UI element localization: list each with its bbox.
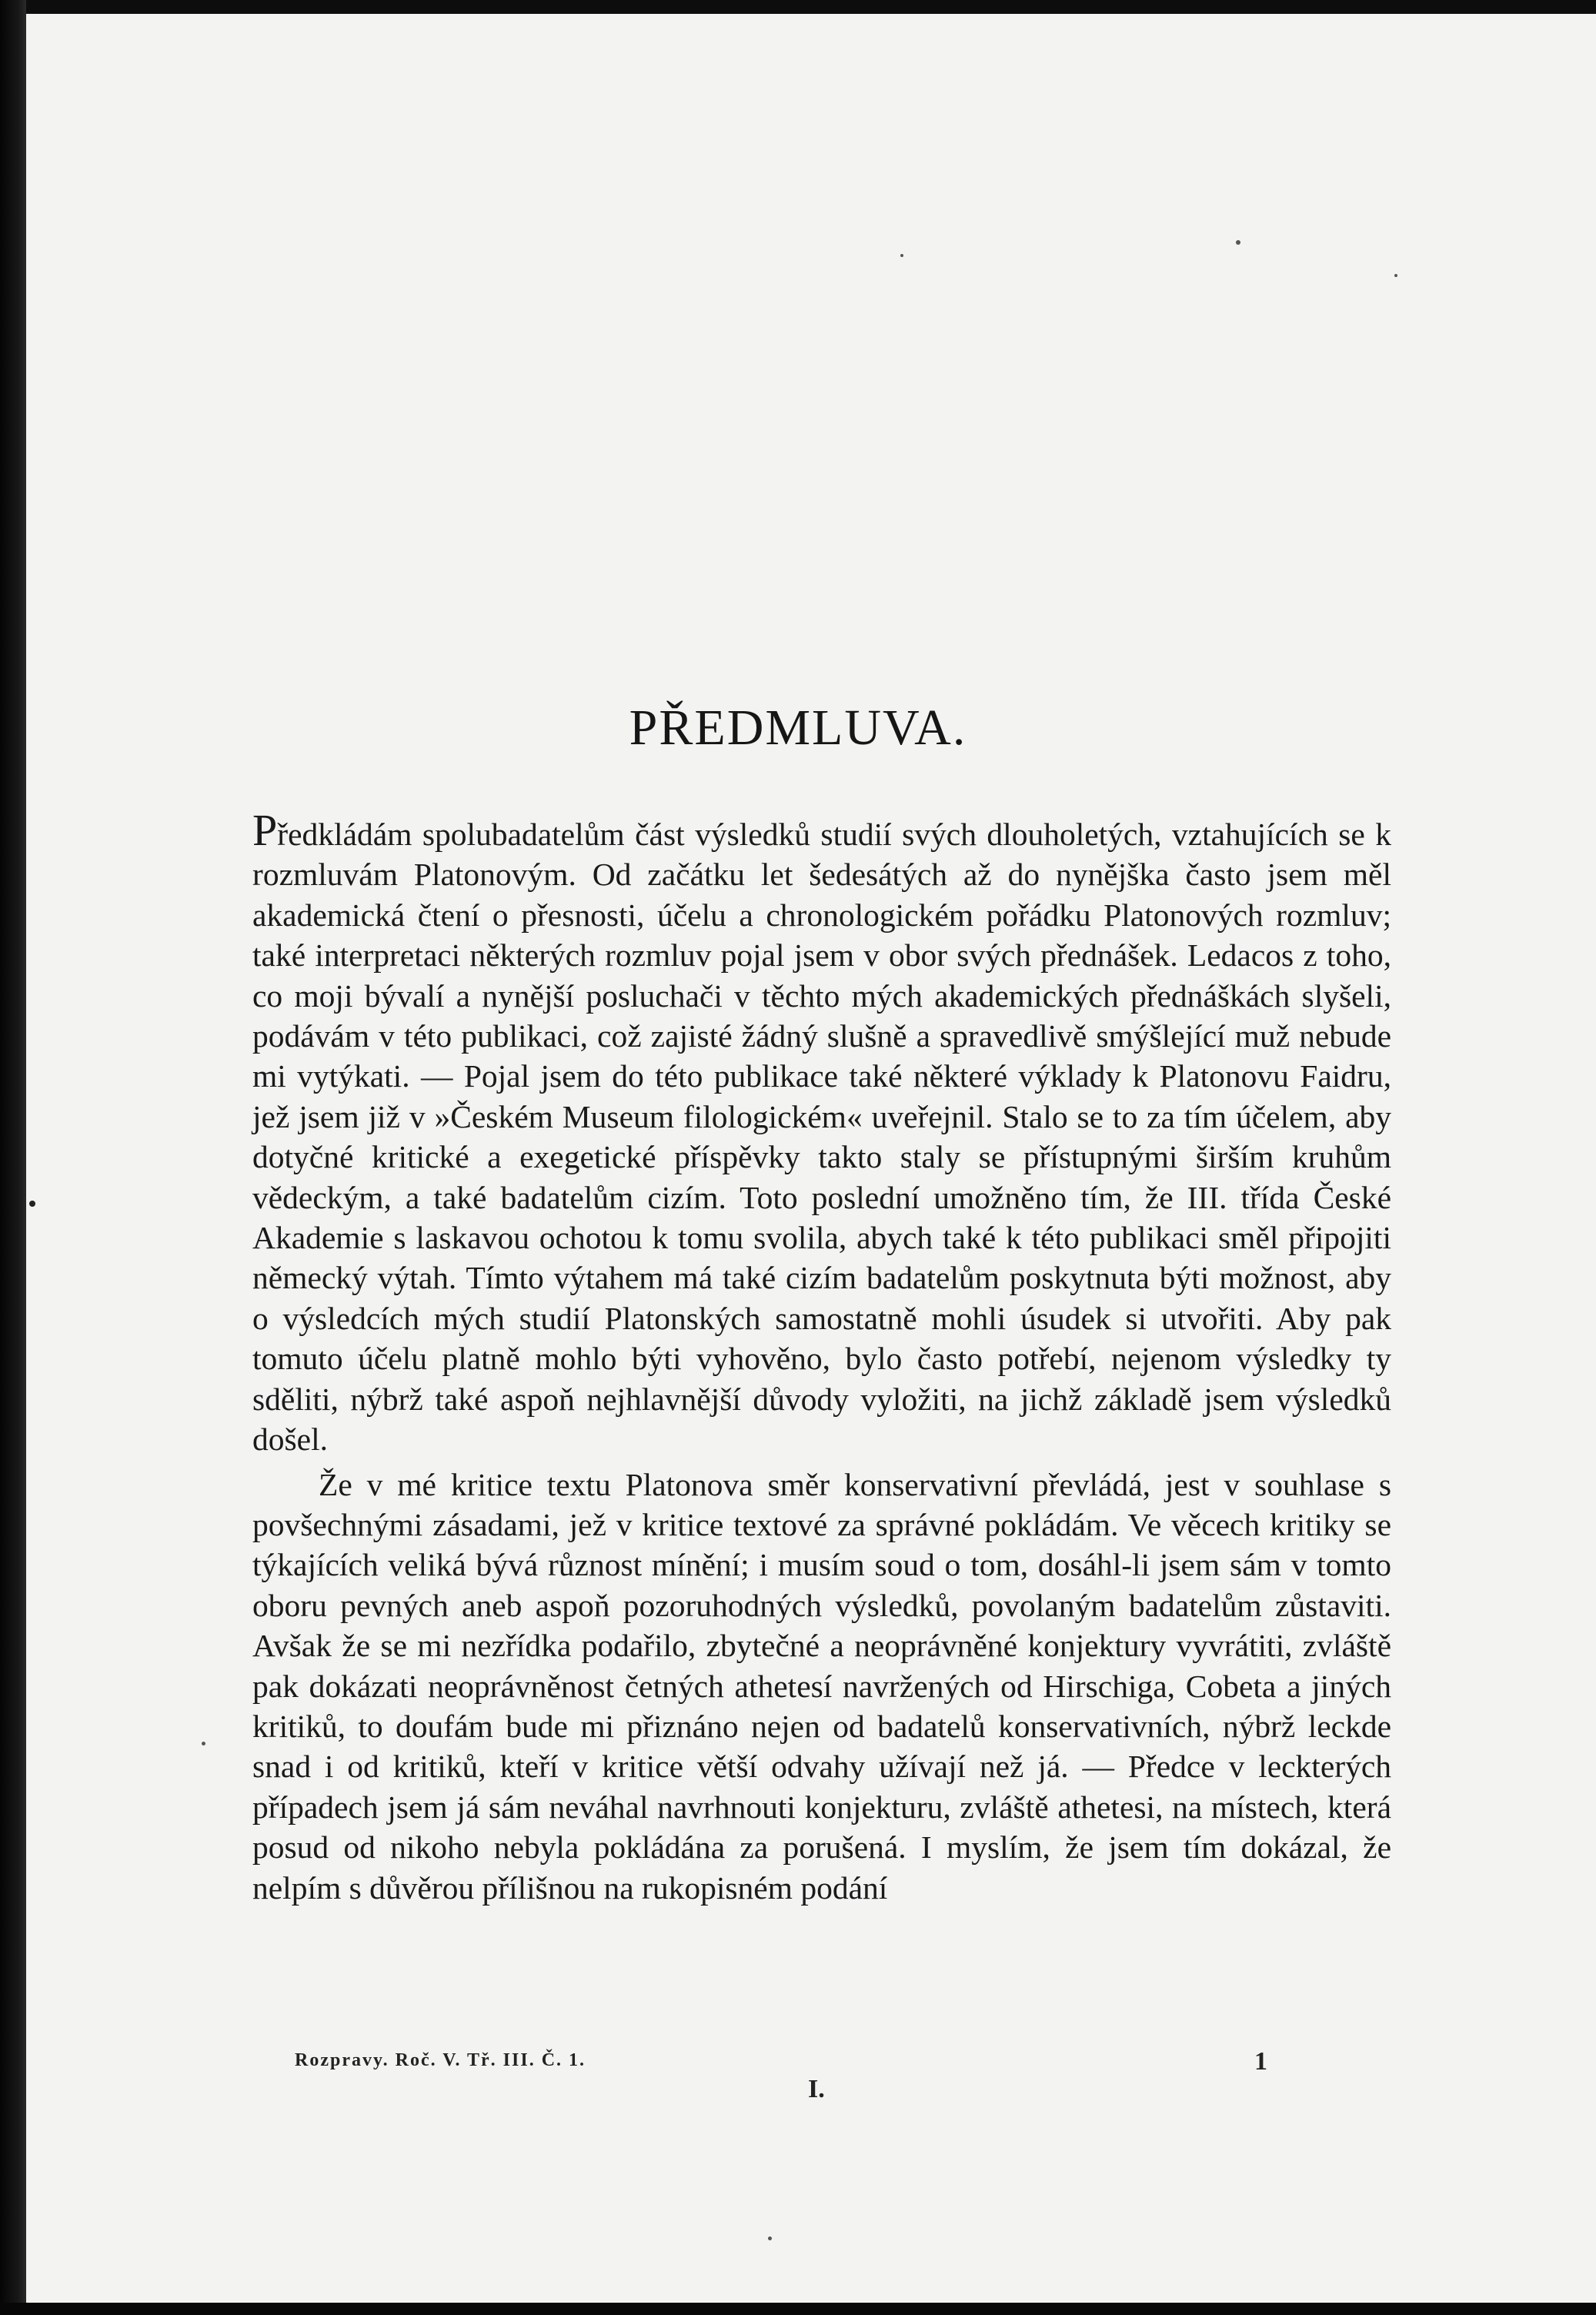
paper-speck — [768, 2236, 772, 2240]
sheet-signature: 1 — [1254, 2047, 1267, 2076]
scan-border-bottom — [0, 2303, 1596, 2315]
body-text — [252, 805, 1391, 1908]
footer-note: Rozpravy. Roč. V. Tř. III. Č. 1. — [295, 2050, 586, 2070]
paper-speck — [1236, 240, 1240, 245]
scan-border-left — [0, 0, 26, 2315]
paper-speck — [29, 1201, 35, 1207]
initial-letter: P — [252, 805, 278, 855]
page-number: I. — [808, 2075, 825, 2103]
paragraph-1 — [252, 805, 1391, 1460]
paragraph-1-text: ředkládám spolubadatelům část výsledků studií svých dlouholetých, vztahujících se k rozmluvám Platonovým. Od začátku let šedesátých až do nynějška často jsem měl akademická čtení o přesnosti, účelu a chronologickém pořádku Platonových rozmluv; také interpretaci některých rozmluv pojal jsem v obor svých přednášek. Ledacos z toho, co moji bývalí a nynější posluchači v těchto mých akademických přednáškách slyšeli, podávám v této publikaci, což zajisté žádný slušně a spravedlivě smýšlející muž nebude mi vytýkati. — Pojal jsem do této publikace také některé výklady k Platonovu Faidru, jež jsem již v »Českém Museum filologickém« uveřejnil. Stalo se to za tím účelem, aby dotyčné kritické a exegetické příspěvky takto staly se přístupnými širším kruhům vědeckým, a také badatelům cizím. Toto poslední umožněno tím, že III. třída České Akademie s laskavou ochotou k tomu svolila, abych také k této publikaci směl připojiti německý výtah. Tímto výtahem má také cizím badatelům poskytnuta býti možnost, aby o výsledcích mých studií Platonských samostatně mohli úsudek si utvořiti. Aby pak tomuto účelu platně mohlo býti vyhověno, bylo často potřebí, nejenom výsledky ty sděliti, nýbrž také aspoň nejhlavnější důvody vyložiti, na jichž základě jsem výsledků došel. — [252, 817, 1391, 1458]
paper-speck — [900, 254, 903, 257]
paper-speck — [1394, 274, 1397, 277]
page-title: PŘEDMLUVA. — [629, 700, 967, 756]
paragraph-2: Že v mé kritice textu Platonova směr konservativní převládá, jest v souhlase s povšechnými zásadami, jež v kritice textové za správné pokládám. Ve věcech kritiky se týkajících veliká bývá různost mínění; i musím soud o tom, dosáhl-li jsem sám v tomto oboru pevných aneb aspoň pozoruhodných výsledků, povolaným badatelům zůstaviti. Avšak že se mi nezřídka podařilo, zbytečné a neoprávněné konjektury vyvrátiti, zvláště pak dokázati neoprávněnost četných athetesí navržených od Hirschiga, Cobeta a jiných kritiků, to doufám bude mi přiznáno nejen od badatelů konservativních, nýbrž leckde snad i od kritiků, kteří v kritice větší odvahy užívají než já. — Předce v leckterých případech jsem já sám neváhal navrhnouti konjekturu, zvláště athetesi, na místech, která posud od nikoho nebyla pokládána za porušená. I myslím, že jsem tím dokázal, že nelpím s důvěrou přílišnou na rukopisném podání — [252, 1466, 1391, 1906]
paper-speck — [202, 1742, 205, 1745]
